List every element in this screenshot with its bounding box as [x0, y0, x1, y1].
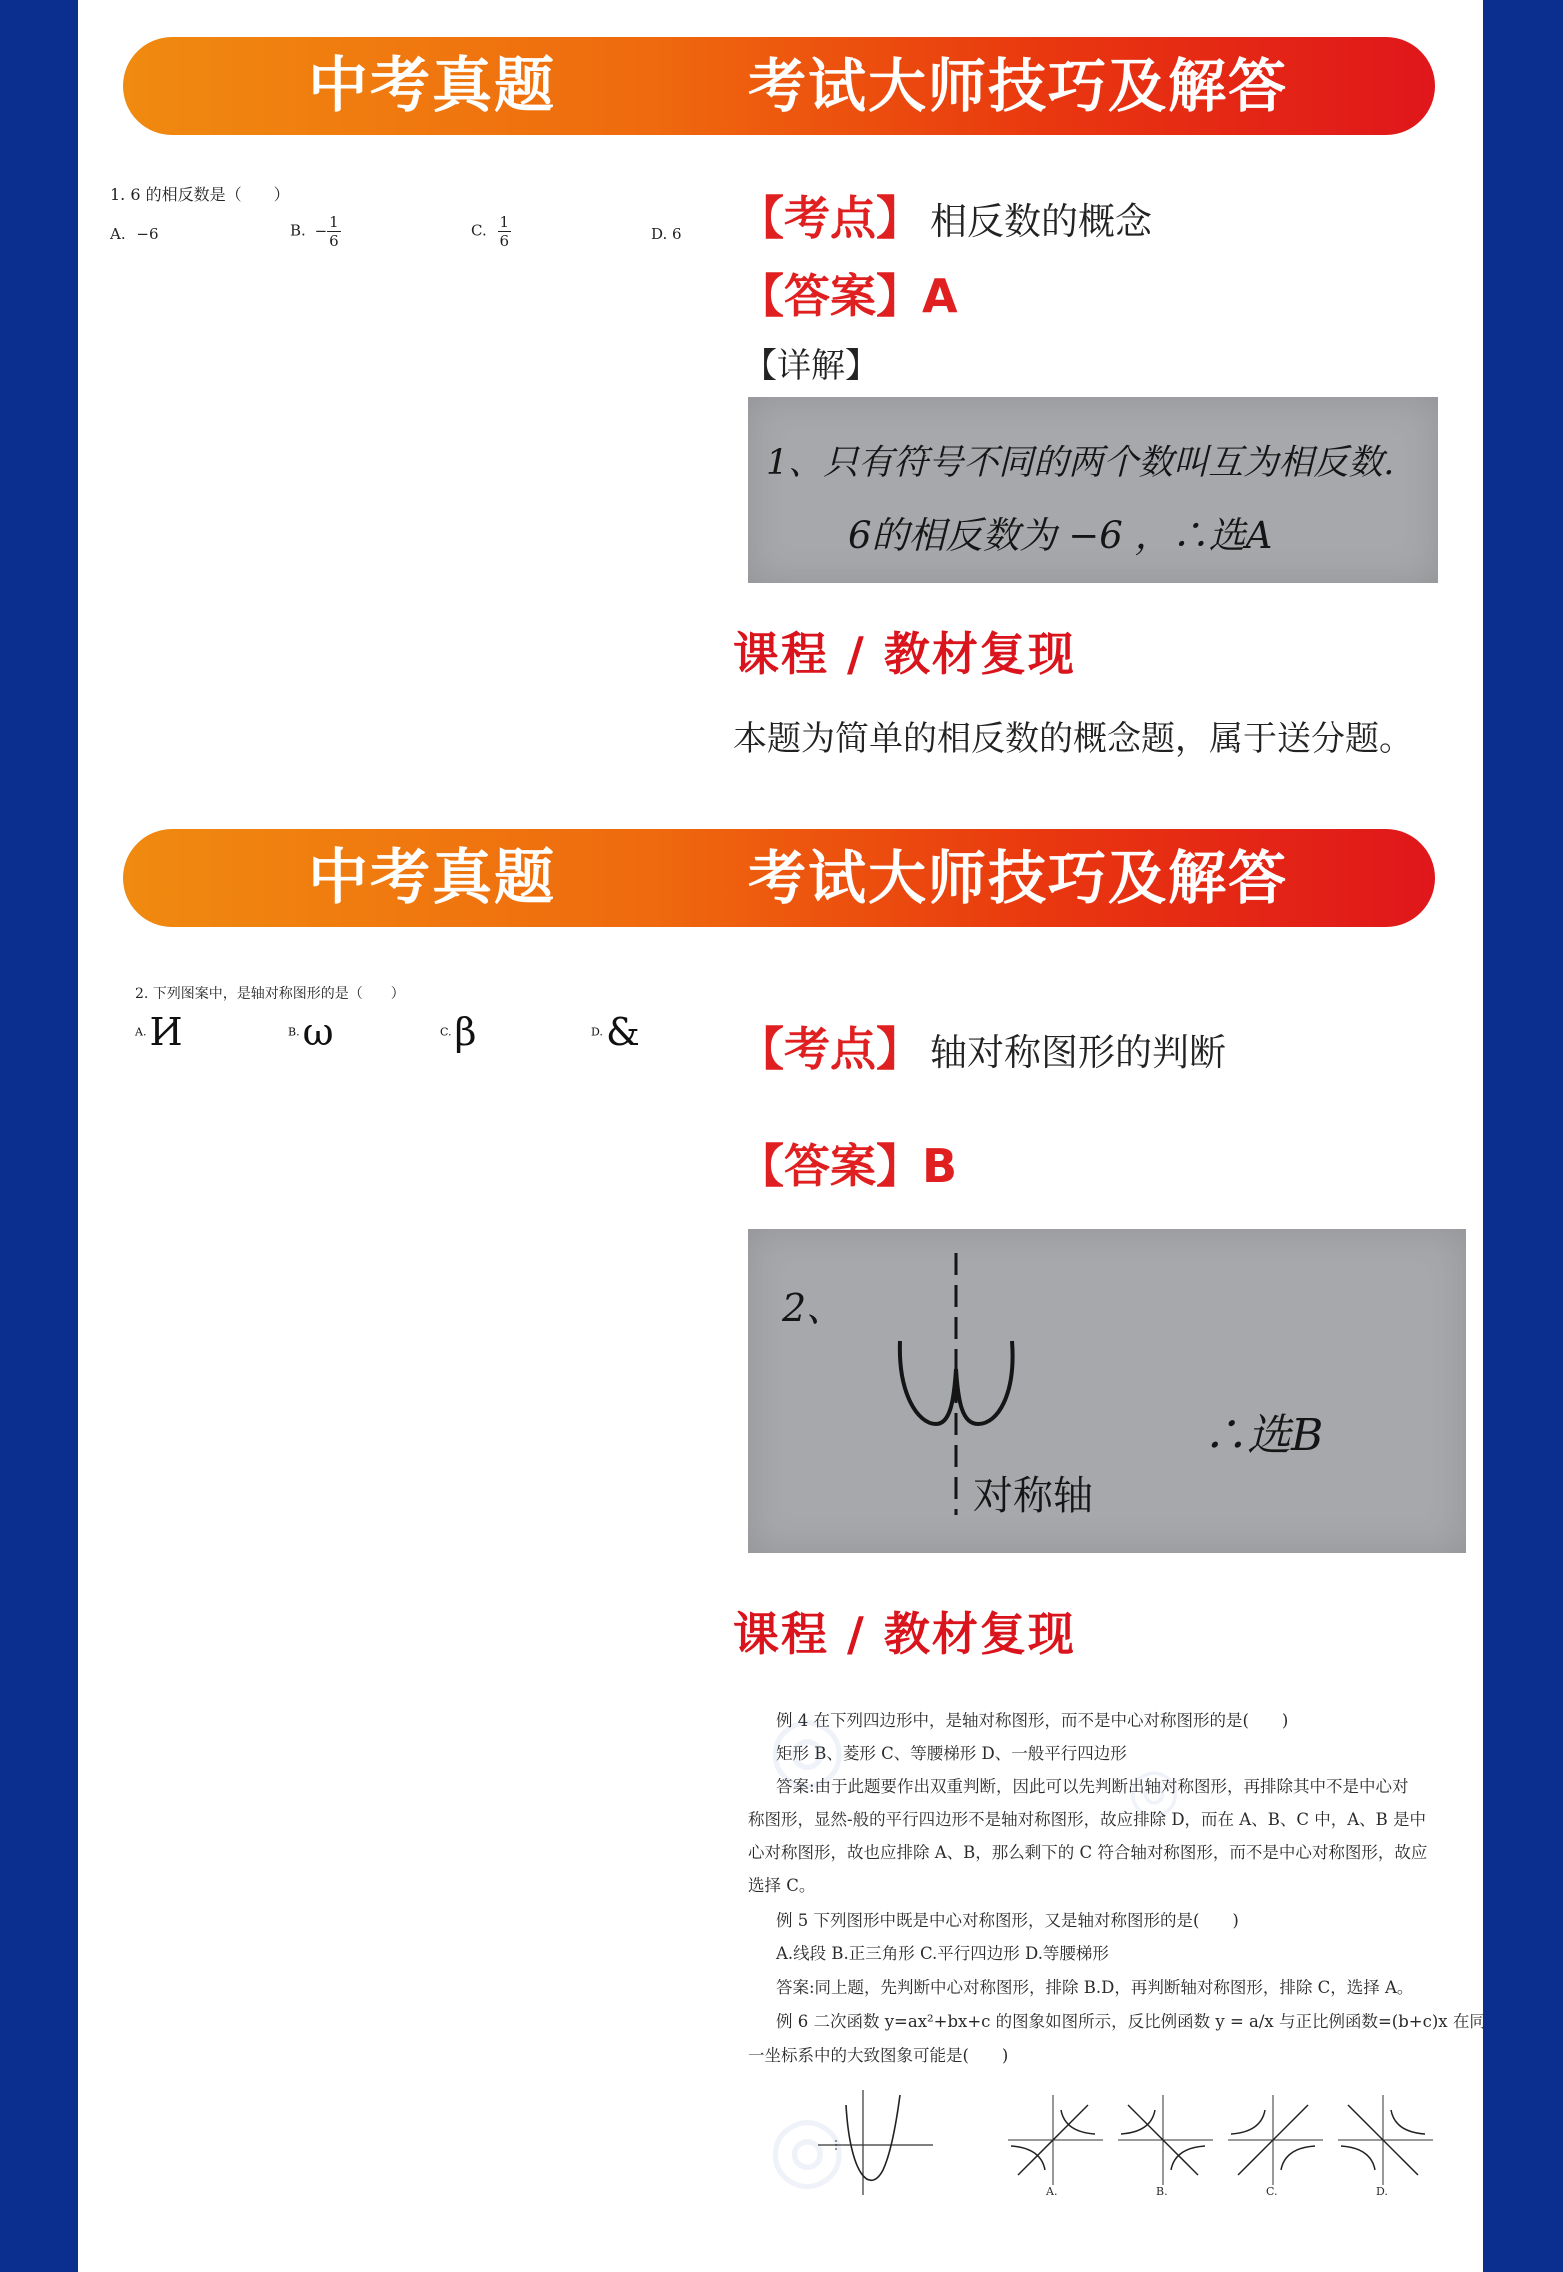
option-label: C.: [440, 1025, 452, 1039]
q1-section-title: 课程 / 教材复现: [733, 627, 1076, 681]
kaodian-text: 相反数的概念: [930, 200, 1152, 243]
option-symbol: &: [605, 1010, 640, 1054]
q2-kaodian: [738, 1013, 1226, 1079]
q2-handwritten-solution-photo: [748, 1229, 1466, 1553]
question-1-option-b: [290, 213, 341, 250]
option-label: D.: [591, 1025, 603, 1039]
option-label: A.: [135, 1025, 147, 1039]
option-symbol: ω: [302, 1010, 334, 1054]
graph-label-b: B.: [1156, 2185, 1168, 2198]
option-c-fraction: $\frac{1}{6}$: [499, 213, 510, 250]
q1-answer: [738, 260, 958, 326]
banner-1-right-title: 考试大师技巧及解答: [748, 52, 1289, 120]
question-2-stem: 2. 下列图案中，是轴对称图形的是（ ）: [135, 986, 405, 1002]
handwriting-choice: ∴选B: [1203, 1410, 1324, 1461]
handwriting-line-2: 6的相反数为 −6 ，∴选A: [848, 514, 1273, 557]
graph-option-c: [1223, 2090, 1328, 2190]
q2-section-title: 课程 / 教材复现: [733, 1607, 1076, 1661]
option-symbol: И: [149, 1010, 183, 1054]
graph-label-a: A.: [1046, 2185, 1058, 2198]
question-2-option-d: [591, 1010, 640, 1054]
banner-2-right-title: 考试大师技巧及解答: [748, 844, 1289, 912]
option-b-fraction: $\frac{1}{6}$: [329, 213, 339, 250]
textbook-line: 一坐标系中的大致图象可能是( ): [748, 2046, 1009, 2065]
graph-option-d: [1333, 2090, 1438, 2190]
handwriting-line-1: 1、只有符号不同的两个数叫互为相反数.: [766, 443, 1395, 483]
q1-kaodian: [738, 182, 1152, 248]
question-2-option-b: [288, 1010, 334, 1054]
question-1-option-c: [471, 213, 511, 250]
option-b-label: B.: [290, 221, 306, 240]
answer-label: 【答案】: [738, 269, 922, 323]
banner-2: [123, 829, 1435, 927]
graph-option-b: [1113, 2090, 1218, 2190]
banner-1: [123, 37, 1435, 135]
textbook-line: 称图形，显然-般的平行四边形不是轴对称图形，故应排除 D，而在 A、B、C 中，A、B 是中: [748, 1810, 1426, 1829]
answer-value: B: [922, 1139, 958, 1193]
option-b-sign: −: [314, 221, 328, 240]
textbook-line: 答案:同上题，先判断中心对称图形，排除 B.D，再判断轴对称图形，排除 C，选择 A。: [776, 1978, 1414, 1997]
question-1-option-a: [110, 225, 159, 243]
answer-value: A: [922, 269, 958, 323]
q1-detail-label: 【详解】: [743, 346, 879, 386]
kaodian-label: 【考点】: [738, 191, 922, 245]
option-a-value: −6: [136, 225, 159, 243]
textbook-line: 例 5 下列图形中既是中心对称图形，又是轴对称图形的是( ): [776, 1911, 1239, 1930]
question-2-option-a: [135, 1010, 183, 1054]
omega-sketch-with-axis: [748, 1229, 1466, 1553]
answer-label: 【答案】: [738, 1139, 922, 1193]
parabola-graph: [808, 2085, 938, 2200]
textbook-line: 心对称图形，故也应排除 A、B，那么剩下的 C 符合轴对称图形，而不是中心对称图形，故应: [748, 1843, 1428, 1862]
watermark-logo-icon: ◎: [1128, 1755, 1181, 1825]
option-a-label: A.: [110, 225, 126, 243]
q1-summary: 本题为简单的相反数的概念题，属于送分题。: [733, 719, 1413, 759]
graph-label-c: C.: [1266, 2185, 1278, 2198]
handwriting-axis-label: 对称轴: [973, 1473, 1093, 1519]
kaodian-text: 轴对称图形的判断: [930, 1031, 1226, 1074]
page-canvas: [78, 0, 1486, 2272]
textbook-line: 选择 C。: [748, 1876, 816, 1895]
question-1-stem: 1. 6 的相反数是（ ）: [110, 185, 290, 204]
watermark-logo-icon: ◎: [768, 1695, 847, 1800]
textbook-line: A.线段 B.正三角形 C.平行四边形 D.等腰梯形: [776, 1944, 1109, 1963]
option-c-label: C.: [471, 221, 487, 240]
watermark-logo-icon: ◎: [768, 2095, 847, 2200]
banner-2-left-title: 中考真题: [308, 843, 556, 913]
textbook-excerpt: [748, 1685, 1538, 2205]
option-label: B.: [288, 1025, 300, 1039]
q1-handwritten-solution-photo: [748, 397, 1438, 583]
textbook-line: 例 6 二次函数 y=ax²+bx+c 的图象如图所示，反比例函数 y = a/x 与正比例函数=(b+c)x 在同: [776, 2012, 1486, 2031]
question-2-option-c: [440, 1010, 477, 1054]
q2-answer: [738, 1130, 957, 1196]
handwriting-number: 2、: [782, 1286, 845, 1330]
textbook-line: 例 4 在下列四边形中，是轴对称图形，而不是中心对称图形的是( ): [776, 1711, 1289, 1730]
option-symbol: β: [454, 1010, 477, 1054]
question-1-option-d: D. 6: [651, 225, 682, 243]
graph-label-d: D.: [1376, 2185, 1388, 2198]
banner-1-left-title: 中考真题: [308, 51, 556, 121]
textbook-line: 矩形 B、菱形 C、等腰梯形 D、一般平行四边形: [776, 1744, 1127, 1763]
kaodian-label: 【考点】: [738, 1022, 922, 1076]
graph-option-a: [1003, 2090, 1108, 2190]
textbook-line: 答案:由于此题要作出双重判断，因此可以先判断出轴对称图形，再排除其中不是中心对: [776, 1777, 1409, 1796]
